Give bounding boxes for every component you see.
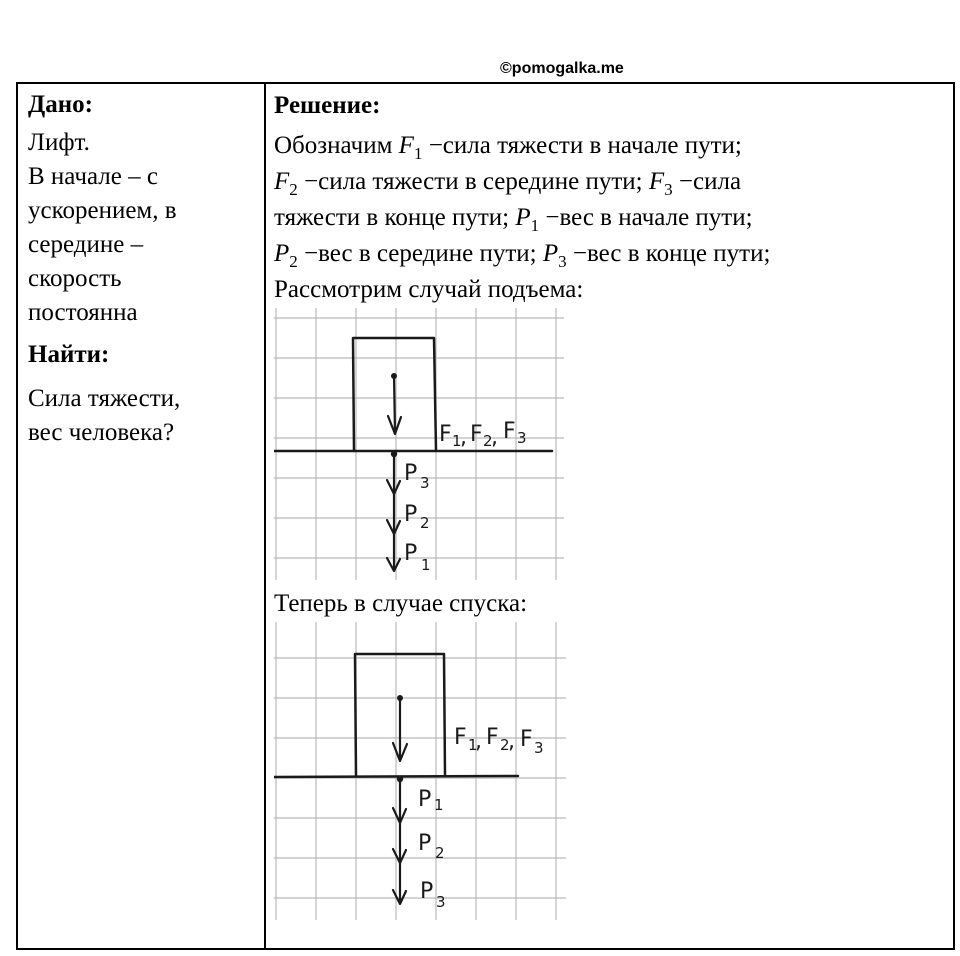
- notation-line-4: $P_2 -вес$ в середине пути; $P_3 -вес$ в конце пути;: [274, 240, 771, 271]
- svg-text:F: F: [454, 725, 467, 750]
- descent-caption: Теперь в случае спуска:: [274, 590, 528, 617]
- svg-text:1: 1: [421, 556, 431, 574]
- given-column: [28, 88, 256, 450]
- svg-text:3: 3: [517, 429, 527, 447]
- solution-column: [274, 88, 949, 920]
- svg-text:2: 2: [435, 844, 445, 862]
- descent-diagram: [274, 622, 566, 920]
- svg-text:,: ,: [508, 729, 515, 754]
- svg-text:2: 2: [500, 736, 510, 754]
- svg-text:F: F: [520, 727, 533, 752]
- svg-text:2: 2: [483, 432, 493, 450]
- svg-text:1: 1: [452, 432, 462, 450]
- given-line: постоянна: [28, 299, 138, 326]
- notation-line-3: тяжести в конце пути; $P_1 -вес$ в начале пути;: [274, 204, 753, 235]
- svg-text:F: F: [503, 419, 516, 444]
- svg-text:1: 1: [434, 796, 444, 814]
- svg-text:3: 3: [420, 474, 430, 492]
- find-heading: Найти:: [28, 341, 110, 368]
- column-divider: [264, 84, 266, 948]
- svg-text:,: ,: [491, 425, 498, 450]
- given-heading: Дано:: [28, 91, 93, 118]
- svg-text:F: F: [439, 422, 452, 447]
- given-line: середине –: [28, 231, 144, 258]
- solution-table: [16, 82, 955, 950]
- given-line: Лифт.: [28, 129, 90, 156]
- given-line: В начале – с: [28, 163, 158, 190]
- given-text: [28, 126, 256, 330]
- svg-text:P: P: [404, 502, 418, 527]
- notation-text: [274, 128, 949, 308]
- svg-text:F: F: [486, 725, 499, 750]
- svg-text:2: 2: [420, 514, 430, 532]
- svg-text:P: P: [404, 461, 418, 486]
- ascent-caption: Рассмотрим случай подъема:: [274, 276, 584, 303]
- notation-line-2: $F_2$ −сила тяжести в середине пути; $F_3$ −сила: [274, 168, 742, 199]
- ascent-diagram: [274, 308, 564, 580]
- svg-text:,: ,: [460, 425, 467, 450]
- notation-line-1: Обозначим $F_1$ −сила тяжести в начале пути;: [274, 132, 742, 163]
- svg-text:F: F: [470, 422, 483, 447]
- svg-text:1: 1: [468, 736, 478, 754]
- given-line: скорость: [28, 265, 122, 292]
- svg-text:P: P: [420, 879, 434, 904]
- svg-text:3: 3: [436, 893, 446, 911]
- svg-text:3: 3: [534, 739, 544, 757]
- floor-line: [274, 776, 518, 777]
- svg-text:P: P: [418, 831, 432, 856]
- svg-text:,: ,: [475, 729, 482, 754]
- find-text: [28, 382, 256, 450]
- svg-text:P: P: [418, 787, 432, 812]
- find-line: Сила тяжести,: [28, 385, 181, 412]
- svg-text:P: P: [404, 541, 418, 566]
- find-line: вес человека?: [28, 419, 175, 446]
- given-line: ускорением, в: [28, 197, 177, 224]
- watermark: ©pomogalka.me: [500, 60, 624, 77]
- solution-heading: Решение:: [274, 92, 381, 119]
